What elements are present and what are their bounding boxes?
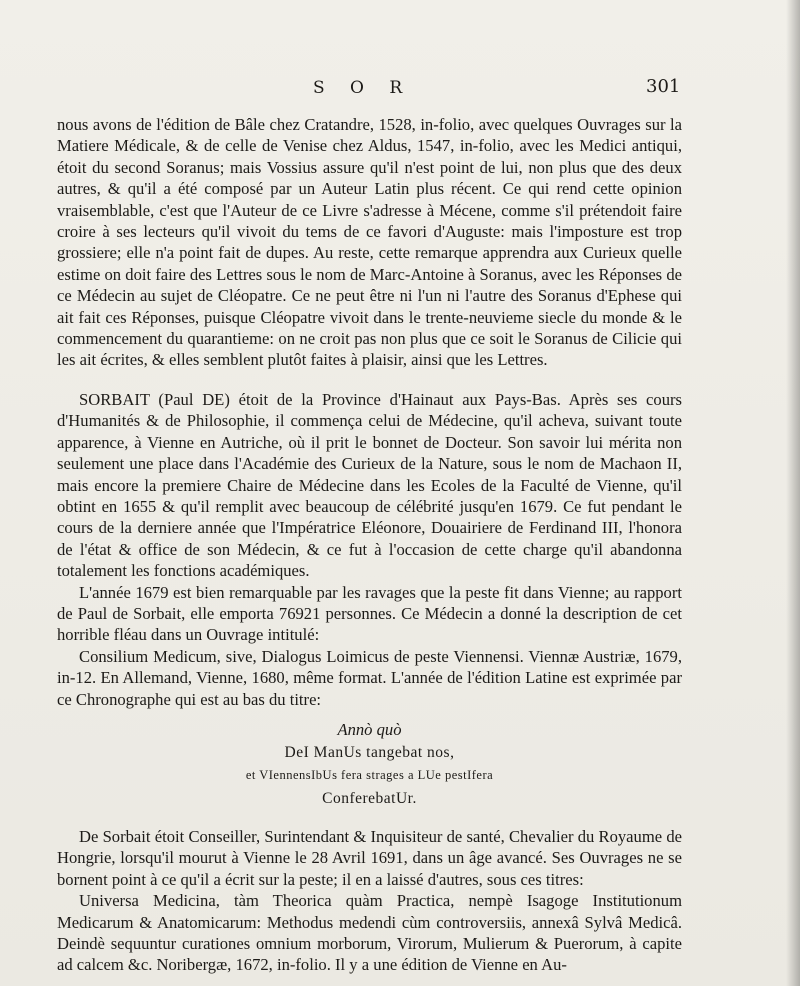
body-text: [57, 114, 682, 976]
page-number: 301: [646, 76, 681, 97]
chronogram-line-1: DeI ManUs tangebat nos,: [284, 743, 455, 761]
paragraph-consilium-medicum: Consilium Medicum, sive, Dialogus Loimicus de peste Viennensi. Viennæ Austriæ, 1679, in-12. En Allemand, Vienne, 1680, même format. L'année de l'édition Latine est exprimée par ce Chronographe qui est au bas du titre:: [57, 646, 682, 709]
page-header: [0, 78, 800, 104]
paragraph-soranus: nous avons de l'édition de Bâle chez Cratandre, 1528, in-folio, avec quelques Ouvrages sur la Matiere Médicale, & de celle de Venise chez Aldus, 1547, in-folio, avec les Medici antiqui, étoit du second Soranus; mais Vossius assure qu'il n'est point de lui, non plus que des deux autres, & qu'il a été composé par un Auteur Latin plus récent. Ce qui rend cette opinion vraisemblable, c'est que l'Auteur de ce Livre s'adresse à Mécene, comme s'il prétendoit faire croire à ses lecteurs qu'il vivoit du tems de ce favori d'Auguste: mais l'imposture est trop grossiere; elle n'a point fait de dupes. Au reste, cette remarque apprendra aux Curieux quelle estime on doit faire des Lettres sous le nom de Marc-Antoine à Soranus, avec les Réponses de ce Médecin au sujet de Cléopatre. Ce ne peut être ni l'un ni l'autre des Soranus d'Ephese qui ait fait ces Réponses, puisque Cléopatre vivoit dans le trente-neuvieme siecle du monde & le commencement du quarantieme: on ne croit pas non plus que ce soit le Soranus de Cilicie qui les ait écrites, & elles semblent plutôt faites à plaisir, ainsi que les Lettres.: [57, 115, 682, 370]
running-head: S O R: [313, 78, 413, 98]
chronogram-anno: Annò quò: [337, 719, 402, 739]
chronogram: [57, 718, 682, 810]
chronogram-line-3: ConferebatUr.: [322, 789, 417, 807]
paragraph-universa-medicina: Universa Medicina, tàm Theorica quàm Practica, nempè Isagoge Institutionum Medicarum & Anatomicarum: Methodus medendi cùm controversiis, annexâ Sylvâ Medicâ. Deindè sequuntur curationes omnium morborum, Virorum, Mulierum & Puerorum, à capite ad calcem &c. Noribergæ, 1672, in-folio. Il y a une édition de Vienne en Au-: [57, 891, 682, 975]
page-edge-shadow: [786, 0, 800, 986]
paragraph-biography: De Sorbait étoit Conseiller, Surintendant & Inquisiteur de santé, Chevalier du Royaume de Hongrie, lorsqu'il mourut à Vienne le 28 Avril 1691, dans un âge avancé. Ses Ouvrages ne se bornent point à ce qu'il a écrit sur la peste; il en a laissé d'autres, sous ces titres:: [57, 826, 682, 889]
paragraph-sorbait-entry: SORBAIT (Paul DE) étoit de la Province d'Hainaut aux Pays-Bas. Après ses cours d'Humanités & de Philosophie, il commença celui de Médecine, qu'il acheva, suivant toute apparence, à Vienne en Autriche, où il prit le bonnet de Docteur. Son savoir lui mérita non seulement une place dans l'Académie des Curieux de la Nature, sous le nom de Machaon II, mais encore la premiere Chaire de Médecine dans les Ecoles de la Faculté de Vienne, qu'il obtint en 1655 & qu'il remplit avec beaucoup de célébrité jusqu'en 1679. Ce fut pendant le cours de la derniere année que l'Impératrice Eléonore, Douairiere de Ferdinand III, l'honora de l'état & office de son Médecin, & ce fut à l'occasion de cette charge qu'il abandonna totalement les fonctions académiques.: [57, 389, 682, 581]
paragraph-plague-1679: L'année 1679 est bien remarquable par les ravages que la peste fit dans Vienne; au rapport de Paul de Sorbait, elle emporta 76921 personnes. Ce Médecin a donné la description de cet horrible fléau dans un Ouvrage intitulé:: [57, 582, 682, 645]
chronogram-line-2: et VIennensIbUs fera strages a LUe pestIfera: [245, 767, 494, 782]
